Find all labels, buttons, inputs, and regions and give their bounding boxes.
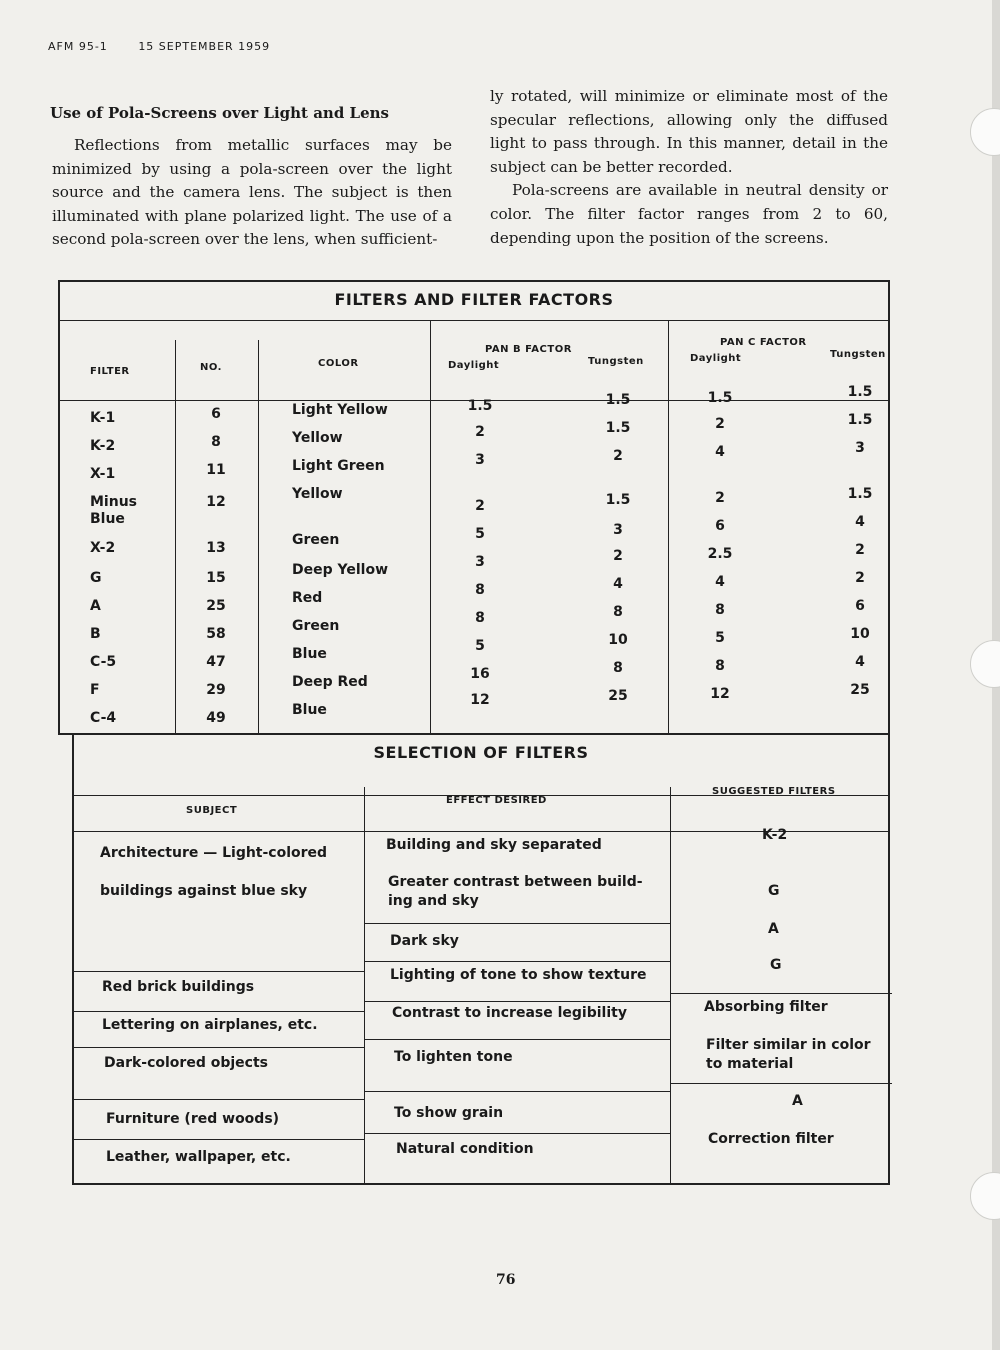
cell-c-tung: 25 [850, 682, 870, 698]
binder-hole [970, 1172, 1000, 1220]
cell-filter: G [90, 570, 102, 586]
suggested-text: K-2 [762, 827, 788, 843]
cell-color: Blue [292, 646, 327, 662]
cell-b-tung: 8 [613, 660, 623, 676]
subject-text: Lettering on airplanes, etc. [102, 1017, 318, 1033]
cell-c-day: 5 [715, 630, 725, 646]
effect-text: Dark sky [390, 933, 459, 949]
effect-text: Natural condition [396, 1141, 534, 1157]
subject-text: Dark-colored objects [104, 1055, 268, 1071]
cell-color: Yellow [292, 486, 343, 502]
cell-b-tung: 8 [613, 604, 623, 620]
subject-text: Leather, wallpaper, etc. [106, 1149, 291, 1165]
filters-table-title: FILTERS AND FILTER FACTORS [334, 290, 614, 309]
cell-filter: Minus Blue [90, 494, 137, 527]
cell-b-day: 1.5 [467, 398, 493, 414]
section-title: Use of Pola-Screens over Light and Lens [50, 104, 389, 122]
cell-c-tung: 4 [855, 514, 865, 530]
body-column-right [490, 85, 888, 250]
rule [364, 1001, 670, 1002]
effect-text: Greater contrast between build- [388, 874, 643, 890]
cell-filter: X-1 [90, 466, 116, 482]
cell-filter: C-5 [90, 654, 117, 670]
effect-text: Building and sky separated [386, 837, 602, 853]
effect-text: Contrast to increase legibility [392, 1005, 627, 1021]
rule [74, 1011, 364, 1012]
cell-color: Red [292, 590, 323, 606]
col-header-pan-b: PAN B FACTOR [485, 344, 572, 355]
cell-b-tung: 25 [608, 688, 628, 704]
cell-filter: K-2 [90, 438, 116, 454]
cell-b-day: 16 [470, 666, 490, 682]
page-number: 76 [496, 1272, 516, 1288]
subject-text: buildings against blue sky [100, 883, 308, 899]
cell-c-day: 8 [715, 602, 725, 618]
suggested-text: Correction filter [708, 1131, 834, 1147]
cell-color: Deep Yellow [292, 562, 389, 578]
cell-no: 15 [206, 570, 226, 586]
cell-color: Green [292, 532, 340, 548]
cell-c-tung: 1.5 [847, 384, 873, 400]
cell-no: 47 [206, 654, 226, 670]
cell-c-tung: 3 [855, 440, 865, 456]
col-header-no: NO. [200, 362, 222, 373]
effect-text: ing and sky [388, 893, 479, 909]
cell-color: Blue [292, 702, 327, 718]
cell-color: Green [292, 618, 340, 634]
col-header-c-daylight: Daylight [690, 353, 742, 364]
cell-b-day: 3 [475, 554, 485, 570]
cell-b-tung: 3 [613, 522, 623, 538]
col-header-c-tungsten: Tungsten [830, 349, 886, 360]
doc-date: 15 SEPTEMBER 1959 [138, 40, 271, 53]
rule [364, 923, 670, 924]
cell-b-tung: 10 [608, 632, 628, 648]
rule [74, 971, 364, 972]
binder-hole [970, 108, 1000, 156]
cell-c-day: 4 [715, 444, 725, 460]
col-header-suggested: SUGGESTED FILTERS [712, 786, 836, 797]
cell-no: 29 [206, 682, 226, 698]
effect-text: Lighting of tone to show texture [390, 967, 647, 983]
body-paragraph: Pola-screens are available in neutral density or color. The filter factor ranges from 2 to 60, depending upon the position of the screens. [490, 181, 888, 247]
cell-b-day: 12 [470, 692, 490, 708]
cell-b-day: 2 [475, 498, 485, 514]
rule [670, 993, 892, 994]
col-header-b-tungsten: Tungsten [588, 356, 644, 367]
cell-c-day: 8 [715, 658, 725, 674]
subject-text: Red brick buildings [102, 979, 255, 995]
col-header-effect: EFFECT DESIRED [446, 795, 547, 806]
rule [60, 320, 888, 321]
selection-table-title: SELECTION OF FILTERS [373, 743, 589, 762]
cell-no: 6 [211, 406, 221, 422]
cell-b-tung: 1.5 [605, 392, 631, 408]
cell-b-day: 3 [475, 452, 485, 468]
cell-no: 12 [206, 494, 226, 510]
cell-filter: A [90, 598, 101, 614]
cell-b-tung: 2 [613, 548, 623, 564]
body-paragraph: Reflections from metallic surfaces may be minimized by using a pola-screen over the light source and the camera lens. The subject is then illuminated with plane polarized light. The use of a second pola-screen over the lens, when sufficient- [52, 136, 452, 249]
cell-no: 49 [206, 710, 226, 726]
cell-filter: B [90, 626, 101, 642]
binder-hole [970, 640, 1000, 688]
cell-c-tung: 2 [855, 570, 865, 586]
cell-filter: K-1 [90, 410, 116, 426]
rule [430, 320, 431, 733]
cell-c-tung: 2 [855, 542, 865, 558]
cell-no: 13 [206, 540, 226, 556]
effect-text: To show grain [394, 1105, 504, 1121]
cell-c-tung: 4 [855, 654, 865, 670]
rule [364, 1091, 670, 1092]
cell-c-day: 6 [715, 518, 725, 534]
cell-b-day: 2 [475, 424, 485, 440]
cell-color: Light Green [292, 458, 385, 474]
body-column-left [52, 134, 452, 252]
cell-b-tung: 1.5 [605, 492, 631, 508]
suggested-text: Filter similar in color [706, 1037, 871, 1053]
col-header-subject: SUBJECT [186, 805, 238, 816]
rule [670, 1083, 892, 1084]
filters-table [58, 280, 890, 735]
cell-b-tung: 1.5 [605, 420, 631, 436]
suggested-text: G [768, 883, 780, 899]
cell-b-day: 5 [475, 526, 485, 542]
cell-c-tung: 1.5 [847, 412, 873, 428]
cell-b-tung: 2 [613, 448, 623, 464]
cell-c-day: 2.5 [707, 546, 733, 562]
cell-filter: C-4 [90, 710, 117, 726]
cell-no: 11 [206, 462, 226, 478]
rule [74, 1047, 364, 1048]
doc-id: AFM 95-1 [48, 40, 108, 53]
subject-text: Architecture — Light-colored [100, 845, 328, 861]
rule [364, 787, 365, 1183]
cell-b-day: 8 [475, 610, 485, 626]
suggested-text: A [792, 1093, 803, 1109]
suggested-text: to material [706, 1056, 794, 1072]
cell-color: Yellow [292, 430, 343, 446]
cell-c-tung: 1.5 [847, 486, 873, 502]
cell-c-day: 12 [710, 686, 730, 702]
body-paragraph: ly rotated, will minimize or eliminate most of the specular reflections, allowing only the diffused light to pass through. In this manner, detail in the subject can be better recorded. [490, 87, 888, 176]
cell-color: Deep Red [292, 674, 368, 690]
cell-no: 8 [211, 434, 221, 450]
cell-b-day: 5 [475, 638, 485, 654]
rule [364, 1133, 670, 1134]
rule [74, 1139, 364, 1140]
cell-c-day: 4 [715, 574, 725, 590]
cell-no: 58 [206, 626, 226, 642]
rule [258, 340, 259, 733]
rule [670, 787, 671, 1183]
cell-color: Light Yellow [292, 402, 388, 418]
cell-c-day: 2 [715, 490, 725, 506]
subject-text: Furniture (red woods) [106, 1111, 280, 1127]
running-header [48, 40, 296, 53]
suggested-text: G [770, 957, 782, 973]
rule [364, 961, 670, 962]
cell-c-tung: 10 [850, 626, 870, 642]
cell-c-day: 1.5 [707, 390, 733, 406]
rule [364, 1039, 670, 1040]
rule [668, 320, 669, 733]
col-header-b-daylight: Daylight [448, 360, 500, 371]
suggested-text: Absorbing filter [704, 999, 828, 1015]
cell-no: 25 [206, 598, 226, 614]
col-header-filter: FILTER [90, 366, 130, 377]
rule [175, 340, 176, 733]
suggested-text: A [768, 921, 779, 937]
cell-c-tung: 6 [855, 598, 865, 614]
selection-table [72, 733, 890, 1185]
col-header-pan-c: PAN C FACTOR [720, 337, 807, 348]
cell-b-tung: 4 [613, 576, 623, 592]
cell-filter: F [90, 682, 100, 698]
col-header-color: COLOR [318, 358, 359, 369]
effect-text: To lighten tone [394, 1049, 513, 1065]
cell-c-day: 2 [715, 416, 725, 432]
cell-filter: X-2 [90, 540, 116, 556]
rule [74, 1099, 364, 1100]
cell-b-day: 8 [475, 582, 485, 598]
